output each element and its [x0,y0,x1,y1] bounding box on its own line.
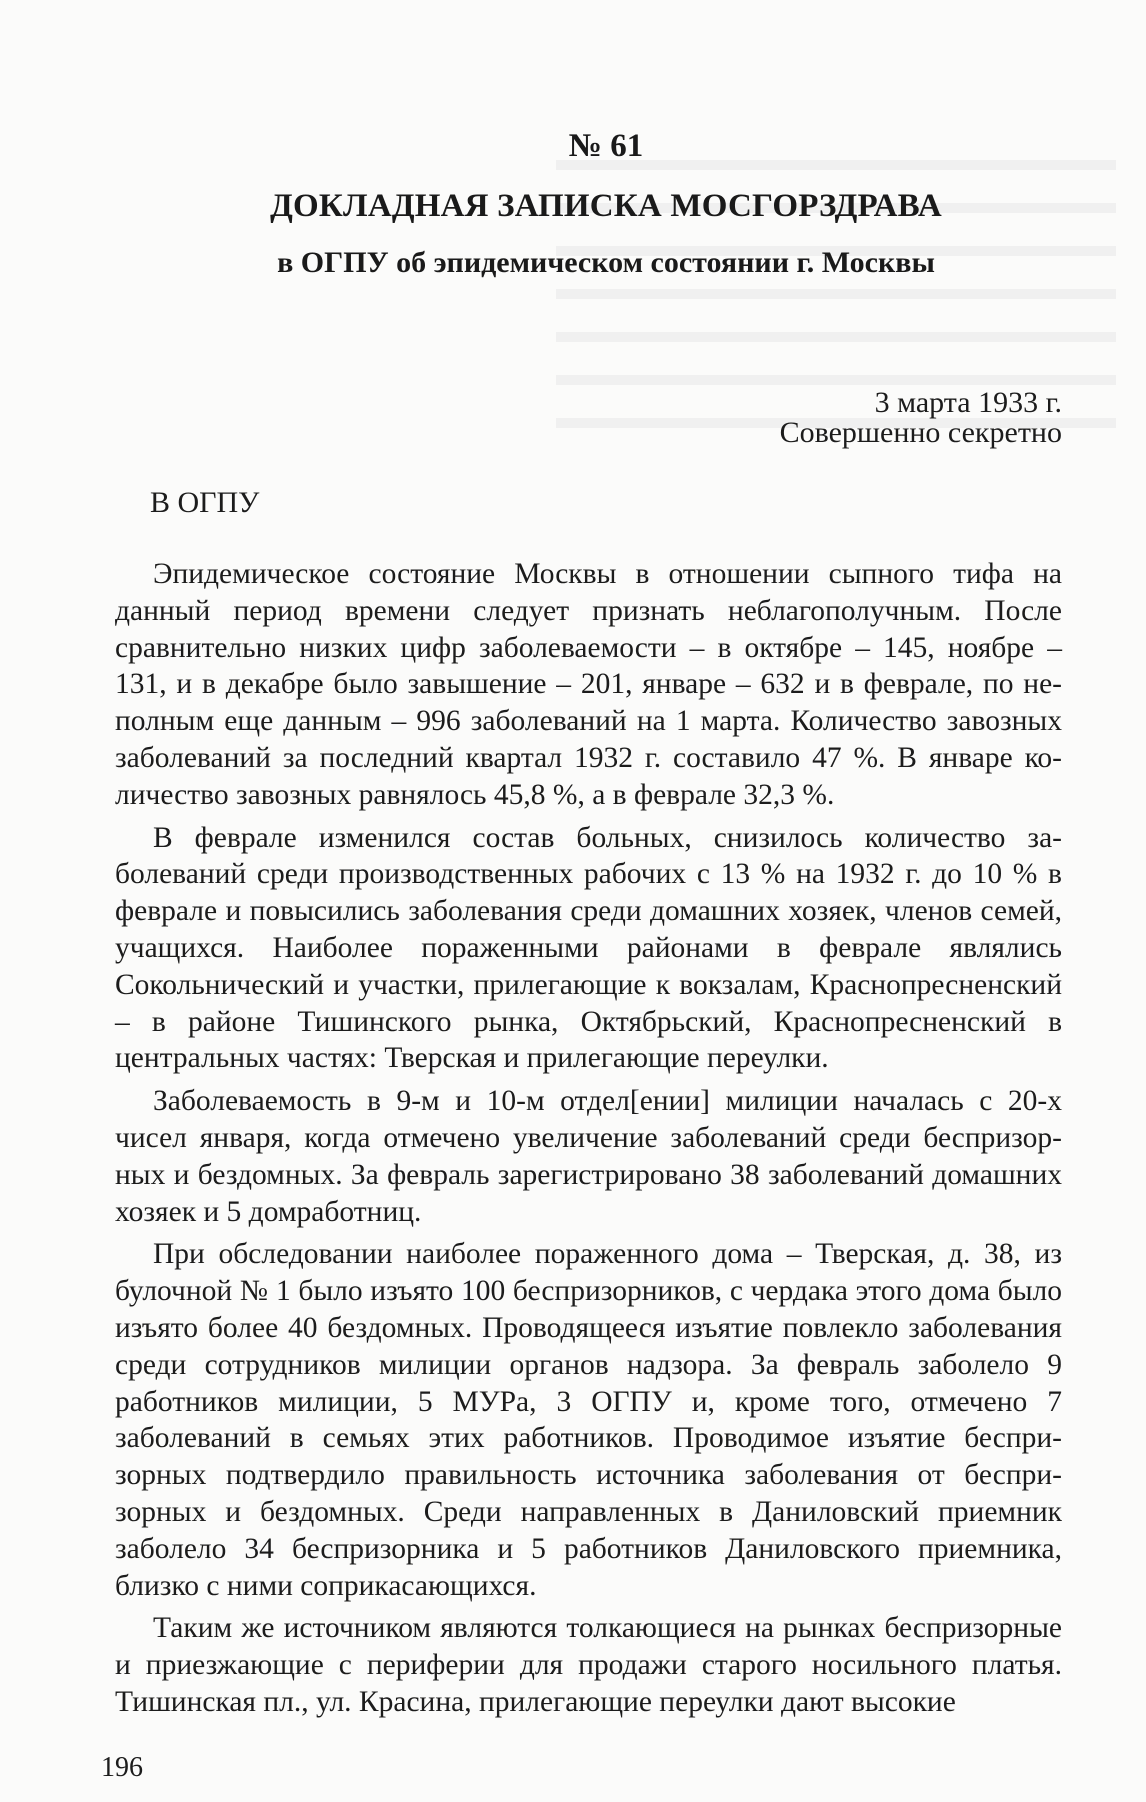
body-paragraph: Таким же источником являются толкающиеся на рынках беспризорные и приезжающие с периферии для продажи старого носильного платья. Тишинская пл., ул. Красина, прилегающие переулки дают высокие [115,1612,1062,1718]
document-title: ДОКЛАДНАЯ ЗАПИСКА МОСГОРЗДРАВА [270,188,942,224]
document-subtitle: в ОГПУ об эпидемическом состоянии г. Москвы [277,246,935,279]
page-number: 196 [101,1752,143,1783]
body-paragraph: При обследовании наиболее пораженного дома – Тверская, д. 38, из булочной № 1 было изъято 100 беспризорников, с чердака этого дома было изъято более 40 бездомных. Проводящееся изъятие повлекло заболевания среди сотрудников милиции органов надзора. За февраль заболело 9 работников милиции, 5 МУРа, 3 ОГПУ и, кроме того, отмечено 7 заболеваний в семьях этих работников. Проводимое изъятие беспризорных подтвердило правильность источника заболевания от беспризорных и бездомных. Среди направленных в Даниловский приемник заболело 34 беспризорника и 5 работников Даниловского приемника, близко с ними соприкасающихся. [115,1238,1062,1602]
document-number: № 61 [568,128,644,164]
document-date: 3 марта 1933 г. [874,386,1062,419]
addressee: В ОГПУ [150,486,260,519]
body-paragraph: Заболеваемость в 9-м и 10-м отдел[ении] милиции началась с 20-х чисел января, когда отмечено увеличение заболеваний среди беспризорных и бездомных. За февраль зарегистрировано 38 заболеваний домашних хозяек и 5 домработниц. [115,1085,1062,1228]
body-paragraph: В феврале изменился состав больных, снизилось количество заболеваний среди производственных рабочих с 13 % на 1932 г. до 10 % в феврале и повысились заболевания среди домашних хозяек, членов семей, учащихся. Наиболее пораженными районами в феврале являлись Сокольнический и участки, прилегающие к вокзалам, Краснопресненский – в районе Тишинского рынка, Октябрьский, Краснопресненский в центральных частях: Тверская и прилегающие переулки. [115,821,1062,1075]
body-text [115,556,1062,1721]
body-paragraph: Эпидемическое состояние Москвы в отношении сыпного тифа на данный период времени следует признать неблагополучным. После сравнительно низких цифр заболеваемости – в октябре – 145, ноябре – 131, и в декабре было завышение – 201, январе – 632 и в феврале, по неполным еще данным – 996 заболеваний на 1 марта. Количество завозных заболеваний за последний квартал 1932 г. составило 47 %. В январе количество завозных равнялось 45,8 %, а в феврале 32,3 %. [115,558,1062,811]
classification-label: Совершенно секретно [779,416,1062,449]
